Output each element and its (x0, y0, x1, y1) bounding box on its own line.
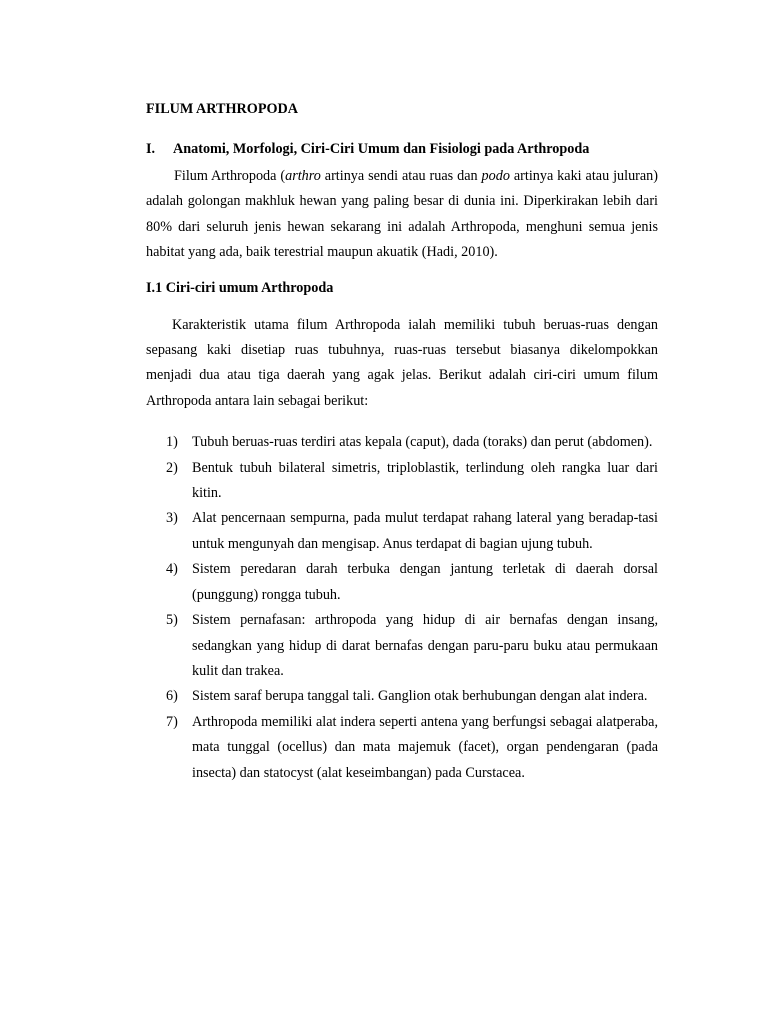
term-podo: podo (481, 168, 510, 184)
section-number: I. (146, 141, 156, 157)
list-item-text: Sistem pernafasan: arthropoda yang hidup di air bernafas dengan insang, sedangkan yang hidup di darat bernafas dengan paru-paru buku atau permukaan kulit dan trakea. (192, 612, 658, 679)
list-item-text: Tubuh beruas-ruas terdiri atas kepala (caput), dada (toraks) dan perut (abdomen). (192, 434, 653, 451)
list-marker: 6) (166, 688, 178, 705)
list-item (166, 430, 658, 455)
list-item (166, 506, 658, 557)
features-list (146, 430, 658, 786)
list-item (166, 608, 658, 684)
list-marker: 7) (166, 713, 178, 730)
list-item-text: Sistem saraf berupa tanggal tali. Ganglion otak berhubungan dengan alat indera. (192, 688, 648, 705)
document-title: FILUM ARTHROPODA (146, 101, 299, 117)
intro-text-1: Filum Arthropoda ( (174, 168, 286, 184)
section-title: Anatomi, Morfologi, Ciri-Ciri Umum dan Fisiologi pada Arthropoda (173, 141, 590, 157)
list-item (166, 557, 658, 608)
characteristics-paragraph: Karakteristik utama filum Arthropoda ialah memiliki tubuh beruas-ruas dengan sepasang kaki disetiap ruas tubuhnya, ruas-ruas tersebut biasanya dikelompokkan menjadi dua atau tiga daerah yang agak jelas. Berikut adalah ciri-ciri umum filum Arthropoda antara lain sebagai berikut: (146, 316, 658, 409)
list-item-text: Sistem peredaran darah terbuka dengan jantung terletak di daerah dorsal (punggung) rongga tubuh. (192, 561, 658, 603)
list-marker: 2) (166, 459, 178, 476)
intro-paragraph (146, 164, 658, 266)
list-item-text: Arthropoda memiliki alat indera seperti antena yang berfungsi sebagai alatperaba, mata tunggal (ocellus) dan mata majemuk (facet), organ pendengaran (pada insecta) dan statocyst (alat keseimbangan) pada Curstacea. (192, 713, 658, 781)
subsection-heading: I.1 Ciri-ciri umum Arthropoda (146, 279, 334, 296)
list-marker: 4) (166, 561, 178, 578)
list-item (166, 684, 658, 709)
list-marker: 1) (166, 434, 178, 451)
list-item (166, 456, 658, 507)
list-marker: 5) (166, 612, 178, 629)
intro-text-2: artinya sendi atau ruas dan (320, 168, 482, 184)
list-item-text: Alat pencernaan sempurna, pada mulut terdapat rahang lateral yang beradap-tasi untuk mengunyah dan mengisap. Anus terdapat di bagian ujung tubuh. (192, 510, 658, 552)
term-arthro: arthro (285, 168, 321, 184)
section-heading (146, 141, 658, 158)
list-marker: 3) (166, 510, 178, 527)
list-item-text: Bentuk tubuh bilateral simetris, triploblastik, terlindung oleh rangka luar dari kitin. (192, 459, 658, 502)
intro-text-3: artinya kaki atau juluran) adalah golongan makhluk hewan yang paling besar di dunia ini. Diperkirakan lebih dari 80% dari seluruh jenis hewan sekarang ini adalah Arthropoda, menghuni semua jenis habitat yang ada, baik terestrial maupun akuatik (Hadi, 2010). (146, 168, 659, 261)
list-item (166, 710, 658, 786)
